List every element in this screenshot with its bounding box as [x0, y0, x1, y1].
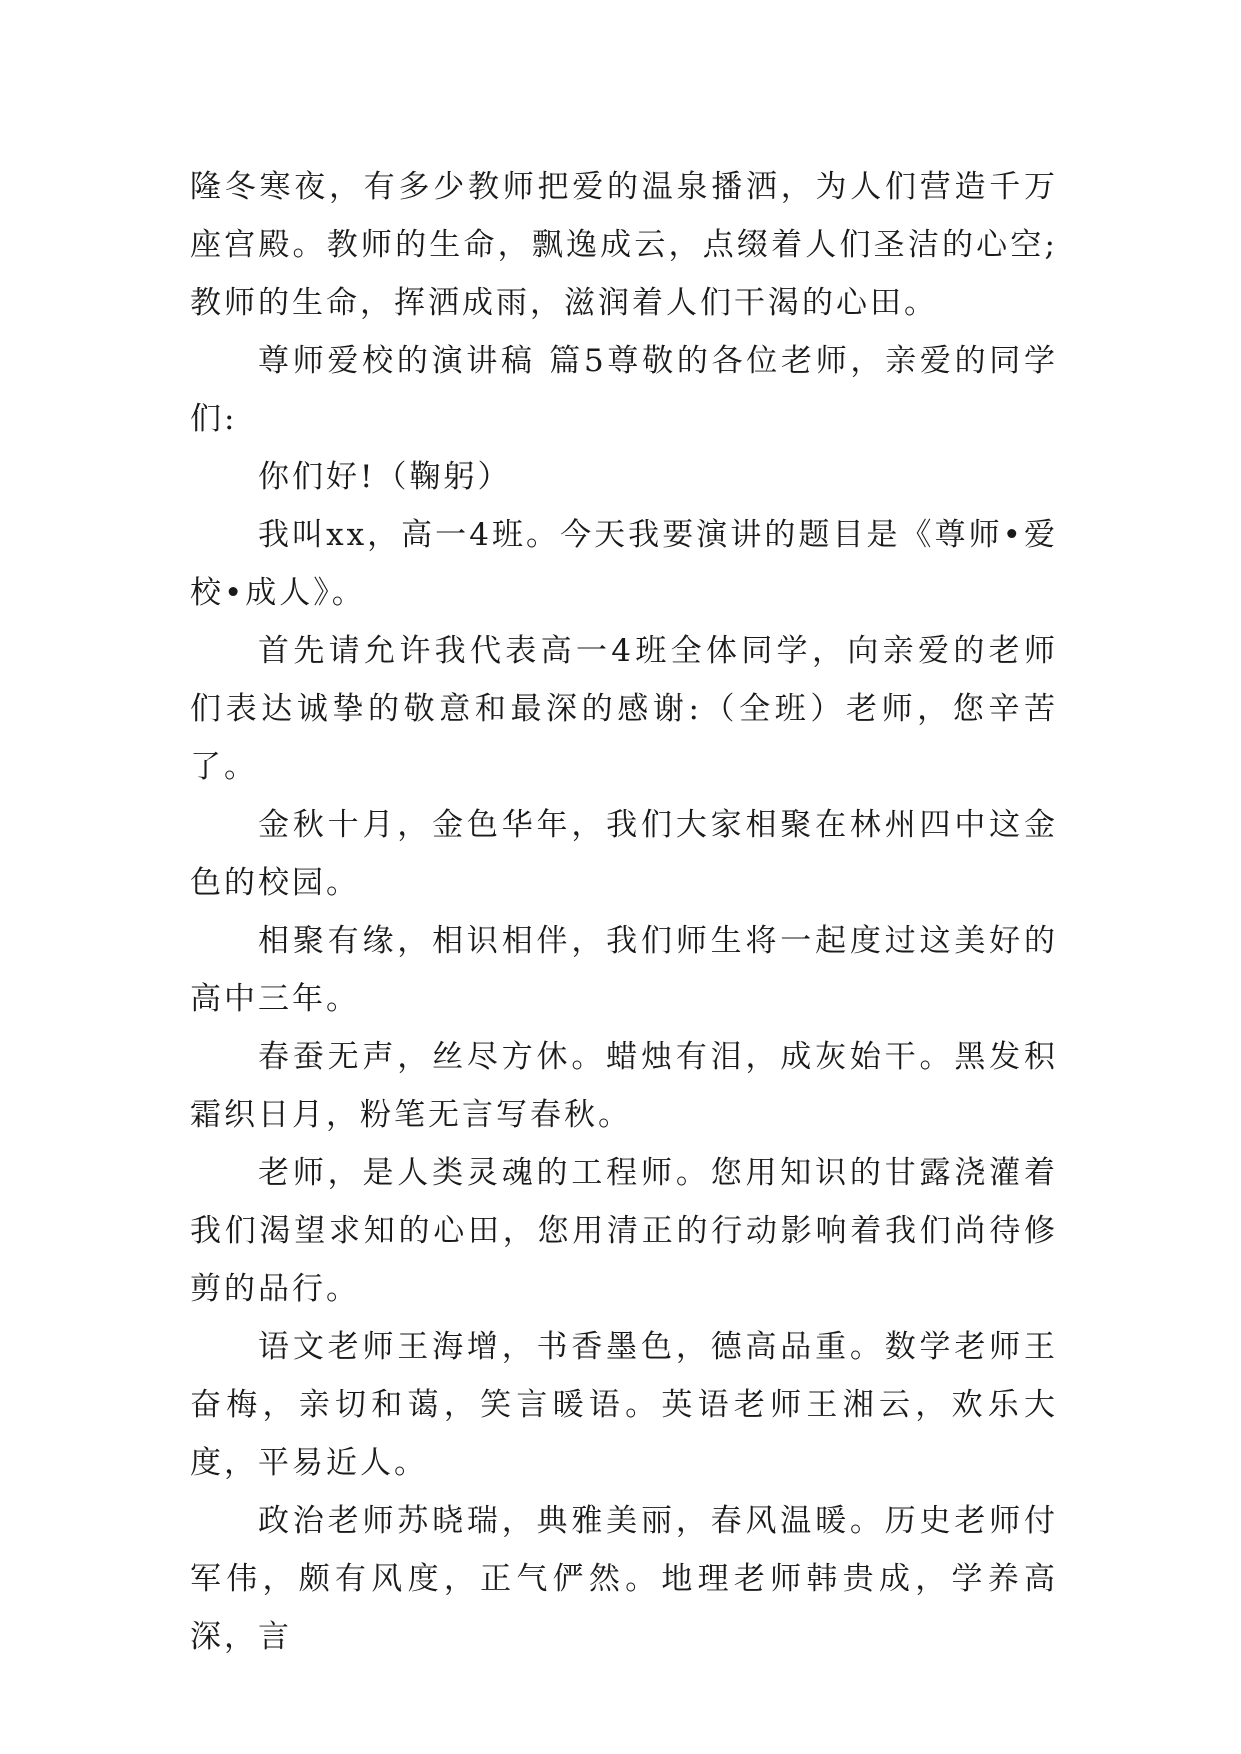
paragraph-3: 你们好!（鞠躬）	[258, 459, 512, 495]
document-body	[190, 158, 1058, 1666]
paragraph-11: 政治老师苏晓瑞，典雅美丽，春风温暖。历史老师付军伟，颇有风度，正气俨然。地理老师韩贵成，学养高深，言	[190, 1503, 1058, 1655]
paragraph-1: 隆冬寒夜，有多少教师把爱的温泉播洒，为人们营造千万座宫殿。教师的生命，飘逸成云，点缀着人们圣洁的心空;教师的生命，挥洒成雨，滋润着人们干渴的心田。	[190, 169, 1058, 321]
paragraph-8: 春蚕无声，丝尽方休。蜡烛有泪，成灰始干。黑发积霜织日月，粉笔无言写春秋。	[190, 1039, 1058, 1133]
paragraph-7: 相聚有缘，相识相伴，我们师生将一起度过这美好的高中三年。	[190, 923, 1058, 1017]
paragraph-5: 首先请允许我代表高一4班全体同学，向亲爱的老师们表达诚挚的敬意和最深的感谢:（全班）老师，您辛苦了。	[190, 633, 1058, 785]
paragraph-9: 老师，是人类灵魂的工程师。您用知识的甘露浇灌着我们渴望求知的心田，您用清正的行动影响着我们尚待修剪的品行。	[190, 1155, 1058, 1307]
paragraph-2: 尊师爱校的演讲稿 篇5尊敬的各位老师，亲爱的同学们:	[190, 343, 1058, 437]
paragraph-6: 金秋十月，金色华年，我们大家相聚在林州四中这金色的校园。	[190, 807, 1058, 901]
paragraph-10: 语文老师王海增，书香墨色，德高品重。数学老师王奋梅，亲切和蔼，笑言暖语。英语老师王湘云，欢乐大度，平易近人。	[190, 1329, 1058, 1481]
paragraph-4: 我叫xx，高一4班。今天我要演讲的题目是《尊师•爱校•成人》。	[190, 517, 1058, 611]
